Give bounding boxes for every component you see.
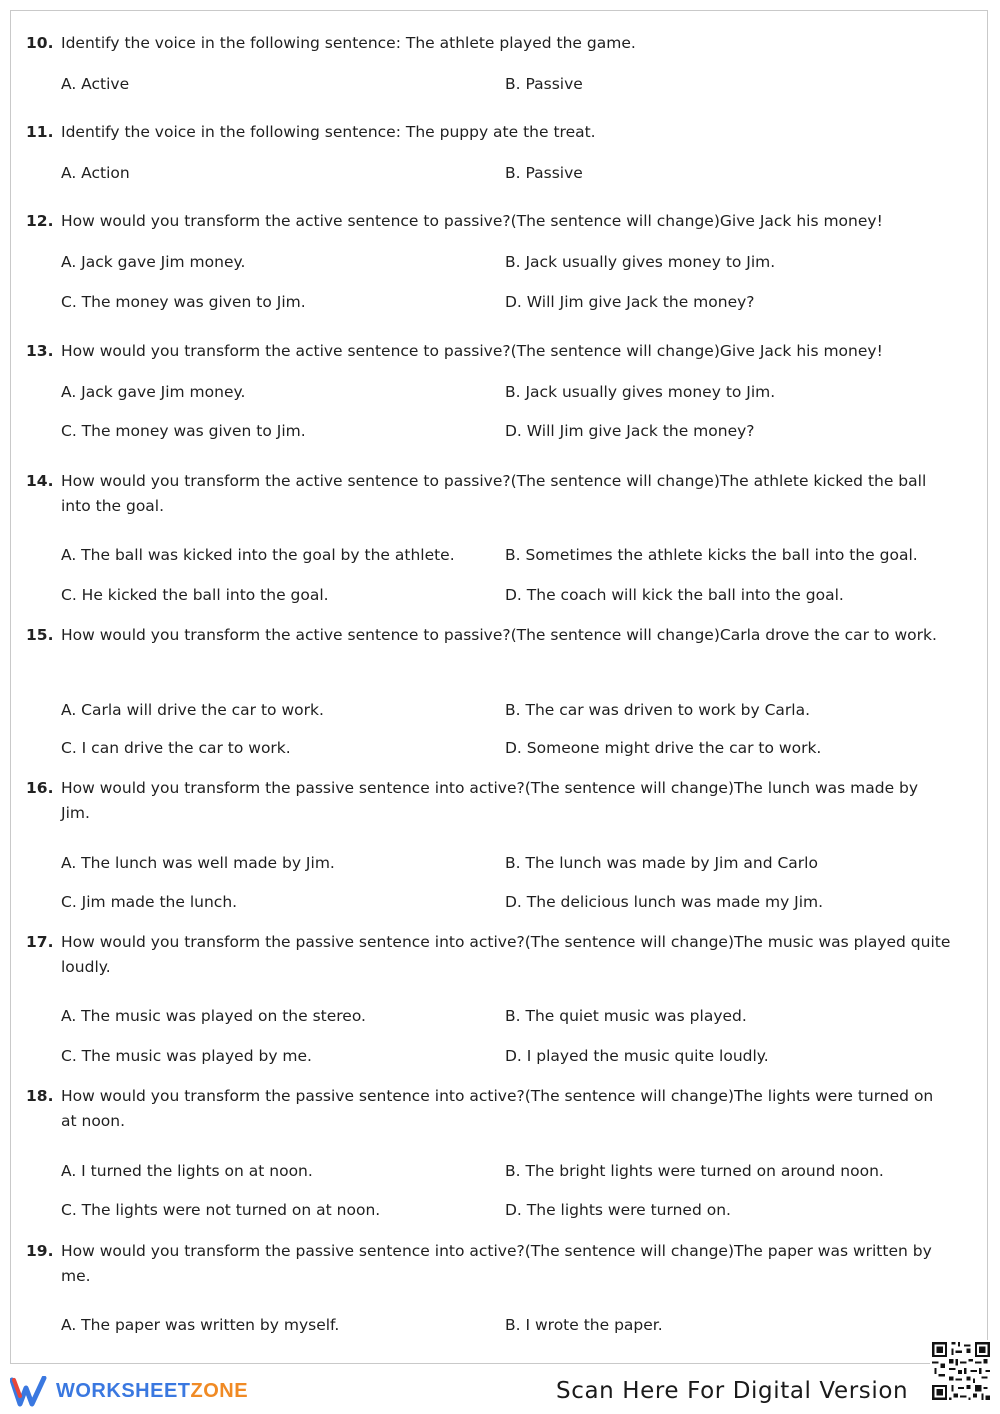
option-c: C. He kicked the ball into the goal. [61,586,329,604]
option-c: C. I can drive the car to work. [61,739,291,757]
question-number: 11. [26,123,54,141]
option-a: A. Action [61,164,130,182]
question-number: 12. [26,212,54,230]
question-number: 18. [26,1087,54,1105]
option-b: B. I wrote the paper. [505,1316,663,1334]
option-a: A. The lunch was well made by Jim. [61,854,335,872]
option-b: B. The car was driven to work by Carla. [505,701,811,719]
option-c: C. The lights were not turned on at noon. [61,1201,381,1219]
question-number: 16. [26,779,54,797]
option-a: A. Jack gave Jim money. [61,383,246,401]
question-text: How would you transform the active sentence to passive?(The sentence will change)Give Jack his money! [61,342,883,360]
option-d: D. I played the music quite loudly. [505,1047,769,1065]
option-d: D. The lights were turned on. [505,1201,731,1219]
option-a: A. The music was played on the stereo. [61,1007,366,1025]
question-text: How would you transform the active sentence to passive?(The sentence will change)The athlete kicked the ball into the goal. [61,472,927,515]
worksheet-page [10,10,988,1364]
option-b: B. Passive [505,164,583,182]
option-d: D. The coach will kick the ball into the goal. [505,586,844,604]
worksheetzone-logo-icon [10,1376,50,1408]
option-c: C. Jim made the lunch. [61,893,238,911]
question-text: How would you transform the passive sentence into active?(The sentence will change)The lunch was made by Jim. [61,779,919,822]
option-a: A. I turned the lights on at noon. [61,1162,313,1180]
option-d: D. Will Jim give Jack the money? [505,293,755,311]
option-a: A. The paper was written by myself. [61,1316,340,1334]
question-text: How would you transform the active sentence to passive?(The sentence will change)Give Jack his money! [61,212,883,230]
option-a: A. Carla will drive the car to work. [61,701,324,719]
brand-name [56,1380,248,1403]
question-number: 17. [26,933,54,951]
option-c: C. The money was given to Jim. [61,422,306,440]
option-d: D. Will Jim give Jack the money? [505,422,755,440]
option-b: B. Passive [505,75,583,93]
option-a: A. Active [61,75,130,93]
option-b: B. The lunch was made by Jim and Carlo [505,854,818,872]
option-c: C. The music was played by me. [61,1047,312,1065]
option-a: A. The ball was kicked into the goal by the athlete. [61,546,455,564]
option-b: B. The bright lights were turned on around noon. [505,1162,884,1180]
footer [0,1366,1000,1414]
question-number: 15. [26,626,54,644]
option-d: D. The delicious lunch was made my Jim. [505,893,824,911]
question-number: 10. [26,34,54,52]
question-text: How would you transform the passive sentence into active?(The sentence will change)The lights were turned on at noon. [61,1087,934,1130]
brand-name-part1: WORKSHEET [56,1380,191,1402]
question-number: 14. [26,472,54,490]
option-b: B. Jack usually gives money to Jim. [505,253,776,271]
option-b: B. Jack usually gives money to Jim. [505,383,776,401]
scan-instruction: Scan Here For Digital Version [556,1378,909,1404]
brand-name-part2: ZONE [190,1380,249,1402]
option-b: B. Sometimes the athlete kicks the ball into the goal. [505,546,918,564]
option-a: A. Jack gave Jim money. [61,253,246,271]
question-text: How would you transform the passive sentence into active?(The sentence will change)The music was played quite loudly. [61,933,951,976]
question-text: Identify the voice in the following sentence: The athlete played the game. [61,34,636,52]
option-d: D. Someone might drive the car to work. [505,739,822,757]
question-number: 19. [26,1242,54,1260]
option-c: C. The money was given to Jim. [61,293,306,311]
question-text: Identify the voice in the following sentence: The puppy ate the treat. [61,123,596,141]
question-text: How would you transform the active sentence to passive?(The sentence will change)Carla drove the car to work. [61,626,937,644]
question-text: How would you transform the passive sentence into active?(The sentence will change)The paper was written by me. [61,1242,932,1285]
option-b: B. The quiet music was played. [505,1007,747,1025]
question-number: 13. [26,342,54,360]
